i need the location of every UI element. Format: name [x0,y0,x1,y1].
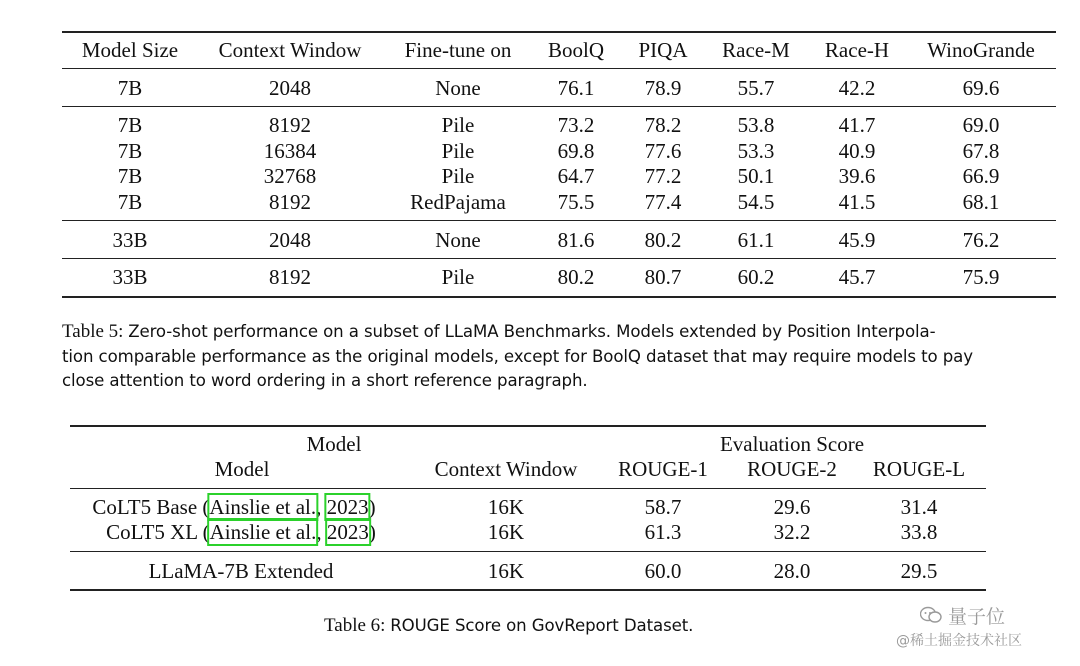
citation-close-paren: ) [368,520,376,544]
table-cell: 39.6 [838,164,876,188]
table-cell: 81.6 [557,228,595,252]
table-5-group-rule [62,220,1056,221]
table-cell: 7B [117,76,143,100]
table-cell: 32.2 [773,520,811,544]
table-cell: Pile [441,265,475,289]
table-cell: 16K [487,495,525,519]
table-6-caption [324,614,693,639]
table-cell-model [92,495,375,519]
table-cell: 7B [117,164,143,188]
table-cell: 80.2 [557,265,595,289]
group-header-evaluation-score: Evaluation Score [719,432,865,456]
caption-text: tion comparable performance as the original models, except for BoolQ dataset that may require models to pay [62,346,973,366]
table-cell-model [106,520,376,544]
table-6-bottom-rule [70,589,986,591]
col-header-winogrande: WinoGrande [927,38,1035,62]
citation-author-link[interactable]: Ainslie et al. [209,520,317,544]
table-6-top-rule [70,425,986,427]
col-header-race-m: Race-M [722,38,790,62]
col-header-context-window: Context Window [218,38,362,62]
table-cell: 29.5 [900,559,938,583]
table-cell: RedPajama [410,190,506,214]
table-cell: 77.4 [644,190,682,214]
watermark-brand: 量子位 [948,606,1006,628]
table-cell: 78.2 [644,113,682,137]
caption-label: Table 5: [62,321,124,342]
table-5-top-rule [62,31,1056,33]
table-cell: Pile [441,164,475,188]
table-cell: 77.6 [644,139,682,163]
col-header-model: Model [214,457,270,481]
caption-text: ROUGE Score on GovReport Dataset. [390,616,694,635]
table-cell: 66.9 [962,164,1000,188]
table-5-group-rule [62,258,1056,259]
table-cell: 16K [487,520,525,544]
table-cell: 53.8 [737,113,775,137]
table-5-group-rule [62,106,1056,107]
table-cell: 60.2 [737,265,775,289]
col-header-rouge-l: ROUGE-L [872,457,966,481]
col-header-rouge-1: ROUGE-1 [618,457,708,481]
table-cell: 76.2 [962,228,1000,252]
col-header-rouge-2: ROUGE-2 [747,457,837,481]
table-cell: None [435,76,481,100]
col-header-boolq: BoolQ [547,38,605,62]
table-cell: 80.7 [644,265,682,289]
table-cell: 7B [117,139,143,163]
table-cell: 33B [112,265,148,289]
citation-year-link[interactable]: 2023 [326,520,369,544]
table-cell: 73.2 [557,113,595,137]
table-cell-model: LLaMA-7B Extended [148,559,334,583]
table-cell: None [435,228,481,252]
table-cell: 8192 [269,113,311,137]
caption-text: Zero-shot performance on a subset of LLaMA Benchmarks. Models extended by Position Interpola- [128,322,936,341]
col-header-piqa: PIQA [638,38,688,62]
col-header-model-size: Model Size [81,38,179,62]
citation-author-link[interactable]: Ainslie et al. [209,495,317,519]
table-cell: 8192 [269,265,311,289]
table-cell: 45.9 [838,228,876,252]
caption-text: close attention to word ordering in a short reference paragraph. [62,371,588,390]
table-cell: 8192 [269,190,311,214]
table-cell: 58.7 [644,495,682,519]
group-header-model: Model [306,432,362,456]
table-6-header-rule [70,488,986,489]
table-cell: 42.2 [838,76,876,100]
col-header-fine-tune-on: Fine-tune on [404,38,512,62]
table-cell: 54.5 [737,190,775,214]
col-header-race-h: Race-H [824,38,890,62]
table-cell: 78.9 [644,76,682,100]
table-cell: 60.0 [644,559,682,583]
table-cell: 61.1 [737,228,775,252]
caption-line [62,369,1062,394]
table-cell: 28.0 [773,559,811,583]
table-cell: 7B [117,113,143,137]
table-cell: 2048 [269,76,311,100]
table-cell: 55.7 [737,76,775,100]
model-name: CoLT5 XL ( [106,520,210,544]
table-cell: 64.7 [557,164,595,188]
table-cell: 69.6 [962,76,1000,100]
table-cell: 2048 [269,228,311,252]
citation-close-paren: ) [368,495,376,519]
table-6-group-rule [70,551,986,552]
table-cell: 32768 [263,164,317,188]
citation-separator: , [316,495,327,519]
caption-label: Table 6: [324,615,386,636]
table-cell: 40.9 [838,139,876,163]
model-name: CoLT5 Base ( [92,495,210,519]
citation-separator: , [316,520,327,544]
table-cell: 50.1 [737,164,775,188]
table-cell: Pile [441,139,475,163]
table-cell: 16384 [263,139,317,163]
table-cell: 80.2 [644,228,682,252]
table-cell: 75.5 [557,190,595,214]
table-cell: 41.5 [838,190,876,214]
table-cell: 29.6 [773,495,811,519]
table-cell: 68.1 [962,190,1000,214]
table-cell: 69.8 [557,139,595,163]
caption-line [62,320,1062,345]
table-cell: 67.8 [962,139,1000,163]
col-header-context-window: Context Window [434,457,578,481]
caption-line [62,345,1062,370]
watermark-source: @稀土掘金技术社区 [896,633,1022,649]
table-cell: 16K [487,559,525,583]
table-cell: Pile [441,113,475,137]
table-cell: 31.4 [900,495,938,519]
table-cell: 61.3 [644,520,682,544]
table-cell: 69.0 [962,113,1000,137]
table-5-bottom-rule [62,296,1056,298]
wechat-icon [920,606,942,624]
table-cell: 45.7 [838,265,876,289]
table-cell: 77.2 [644,164,682,188]
table-cell: 33B [112,228,148,252]
table-cell: 7B [117,190,143,214]
table-cell: 75.9 [962,265,1000,289]
table-cell: 33.8 [900,520,938,544]
table-cell: 76.1 [557,76,595,100]
table-5-header-rule [62,68,1056,69]
table-cell: 41.7 [838,113,876,137]
citation-year-link[interactable]: 2023 [326,495,369,519]
table-5-caption [62,320,1062,394]
table-cell: 53.3 [737,139,775,163]
